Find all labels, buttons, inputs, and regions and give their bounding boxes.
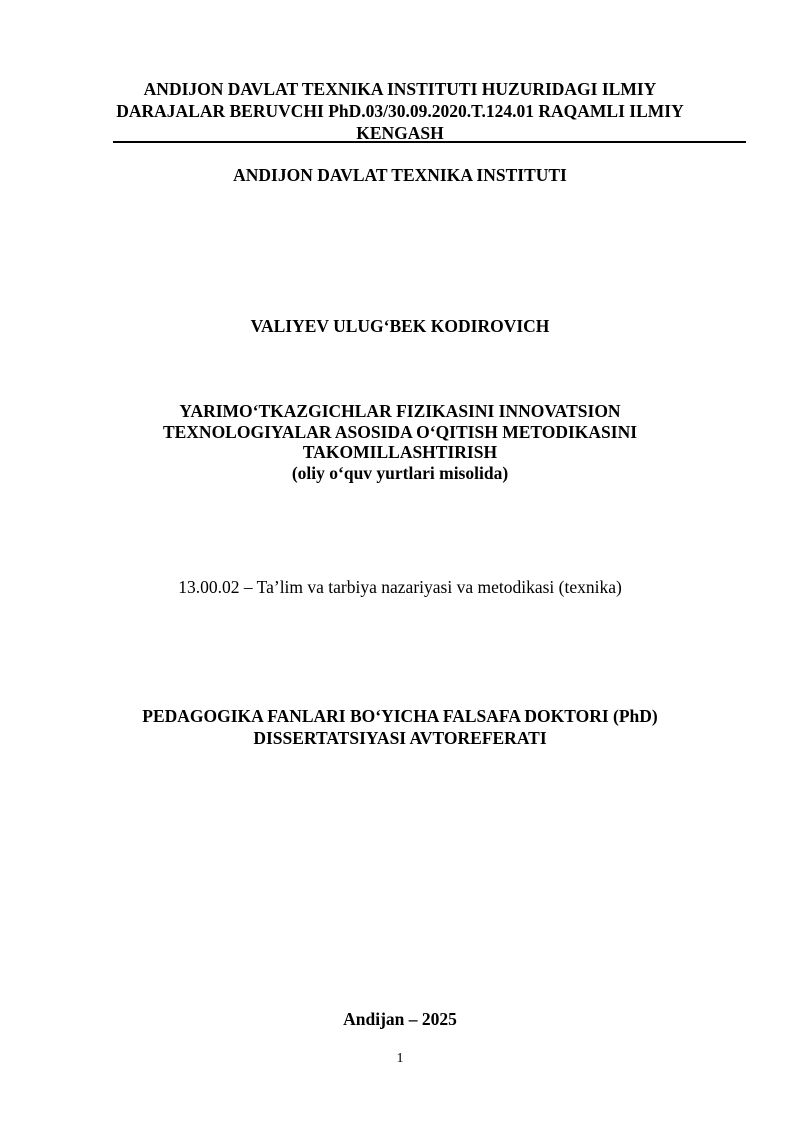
degree-line: PEDAGOGIKA FANLARI BO‘YICHA FALSAFA DOKTORI (PhD) [142, 706, 658, 726]
city-year: Andijan – 2025 [343, 1009, 457, 1029]
institute-name: ANDIJON DAVLAT TEXNIKA INSTITUTI [233, 165, 567, 185]
degree-statement [0, 705, 800, 749]
council-header-line: KENGASH [356, 123, 444, 143]
title-subtitle: (oliy o‘quv yurtlari misolida) [291, 462, 509, 483]
title-line: TAKOMILLASHTIRISH [302, 442, 498, 462]
council-header [0, 78, 800, 144]
dissertation-title [0, 401, 800, 483]
council-header-line: DARAJALAR BERUVCHI PhD.03/30.09.2020.T.124.01 RAQAMLI ILMIY [116, 101, 684, 121]
page-number: 1 [396, 1051, 404, 1066]
author-name: VALIYEV ULUG‘BEK KODIROVICH [250, 316, 550, 336]
title-line: YARIMO‘TKAZGICHLAR FIZIKASINI INNOVATSION [179, 401, 621, 421]
title-line: TEXNOLOGIYALAR ASOSIDA O‘QITISH METODIKASINI [162, 421, 638, 442]
degree-line: DISSERTATSIYASI AVTOREFERATI [253, 728, 547, 748]
council-header-line: ANDIJON DAVLAT TEXNIKA INSTITUTI HUZURIDAGI ILMIY [143, 79, 657, 99]
specialty-code: 13.00.02 – Ta’lim va tarbiya nazariyasi va metodikasi (texnika) [178, 577, 622, 597]
header-divider [113, 141, 746, 143]
